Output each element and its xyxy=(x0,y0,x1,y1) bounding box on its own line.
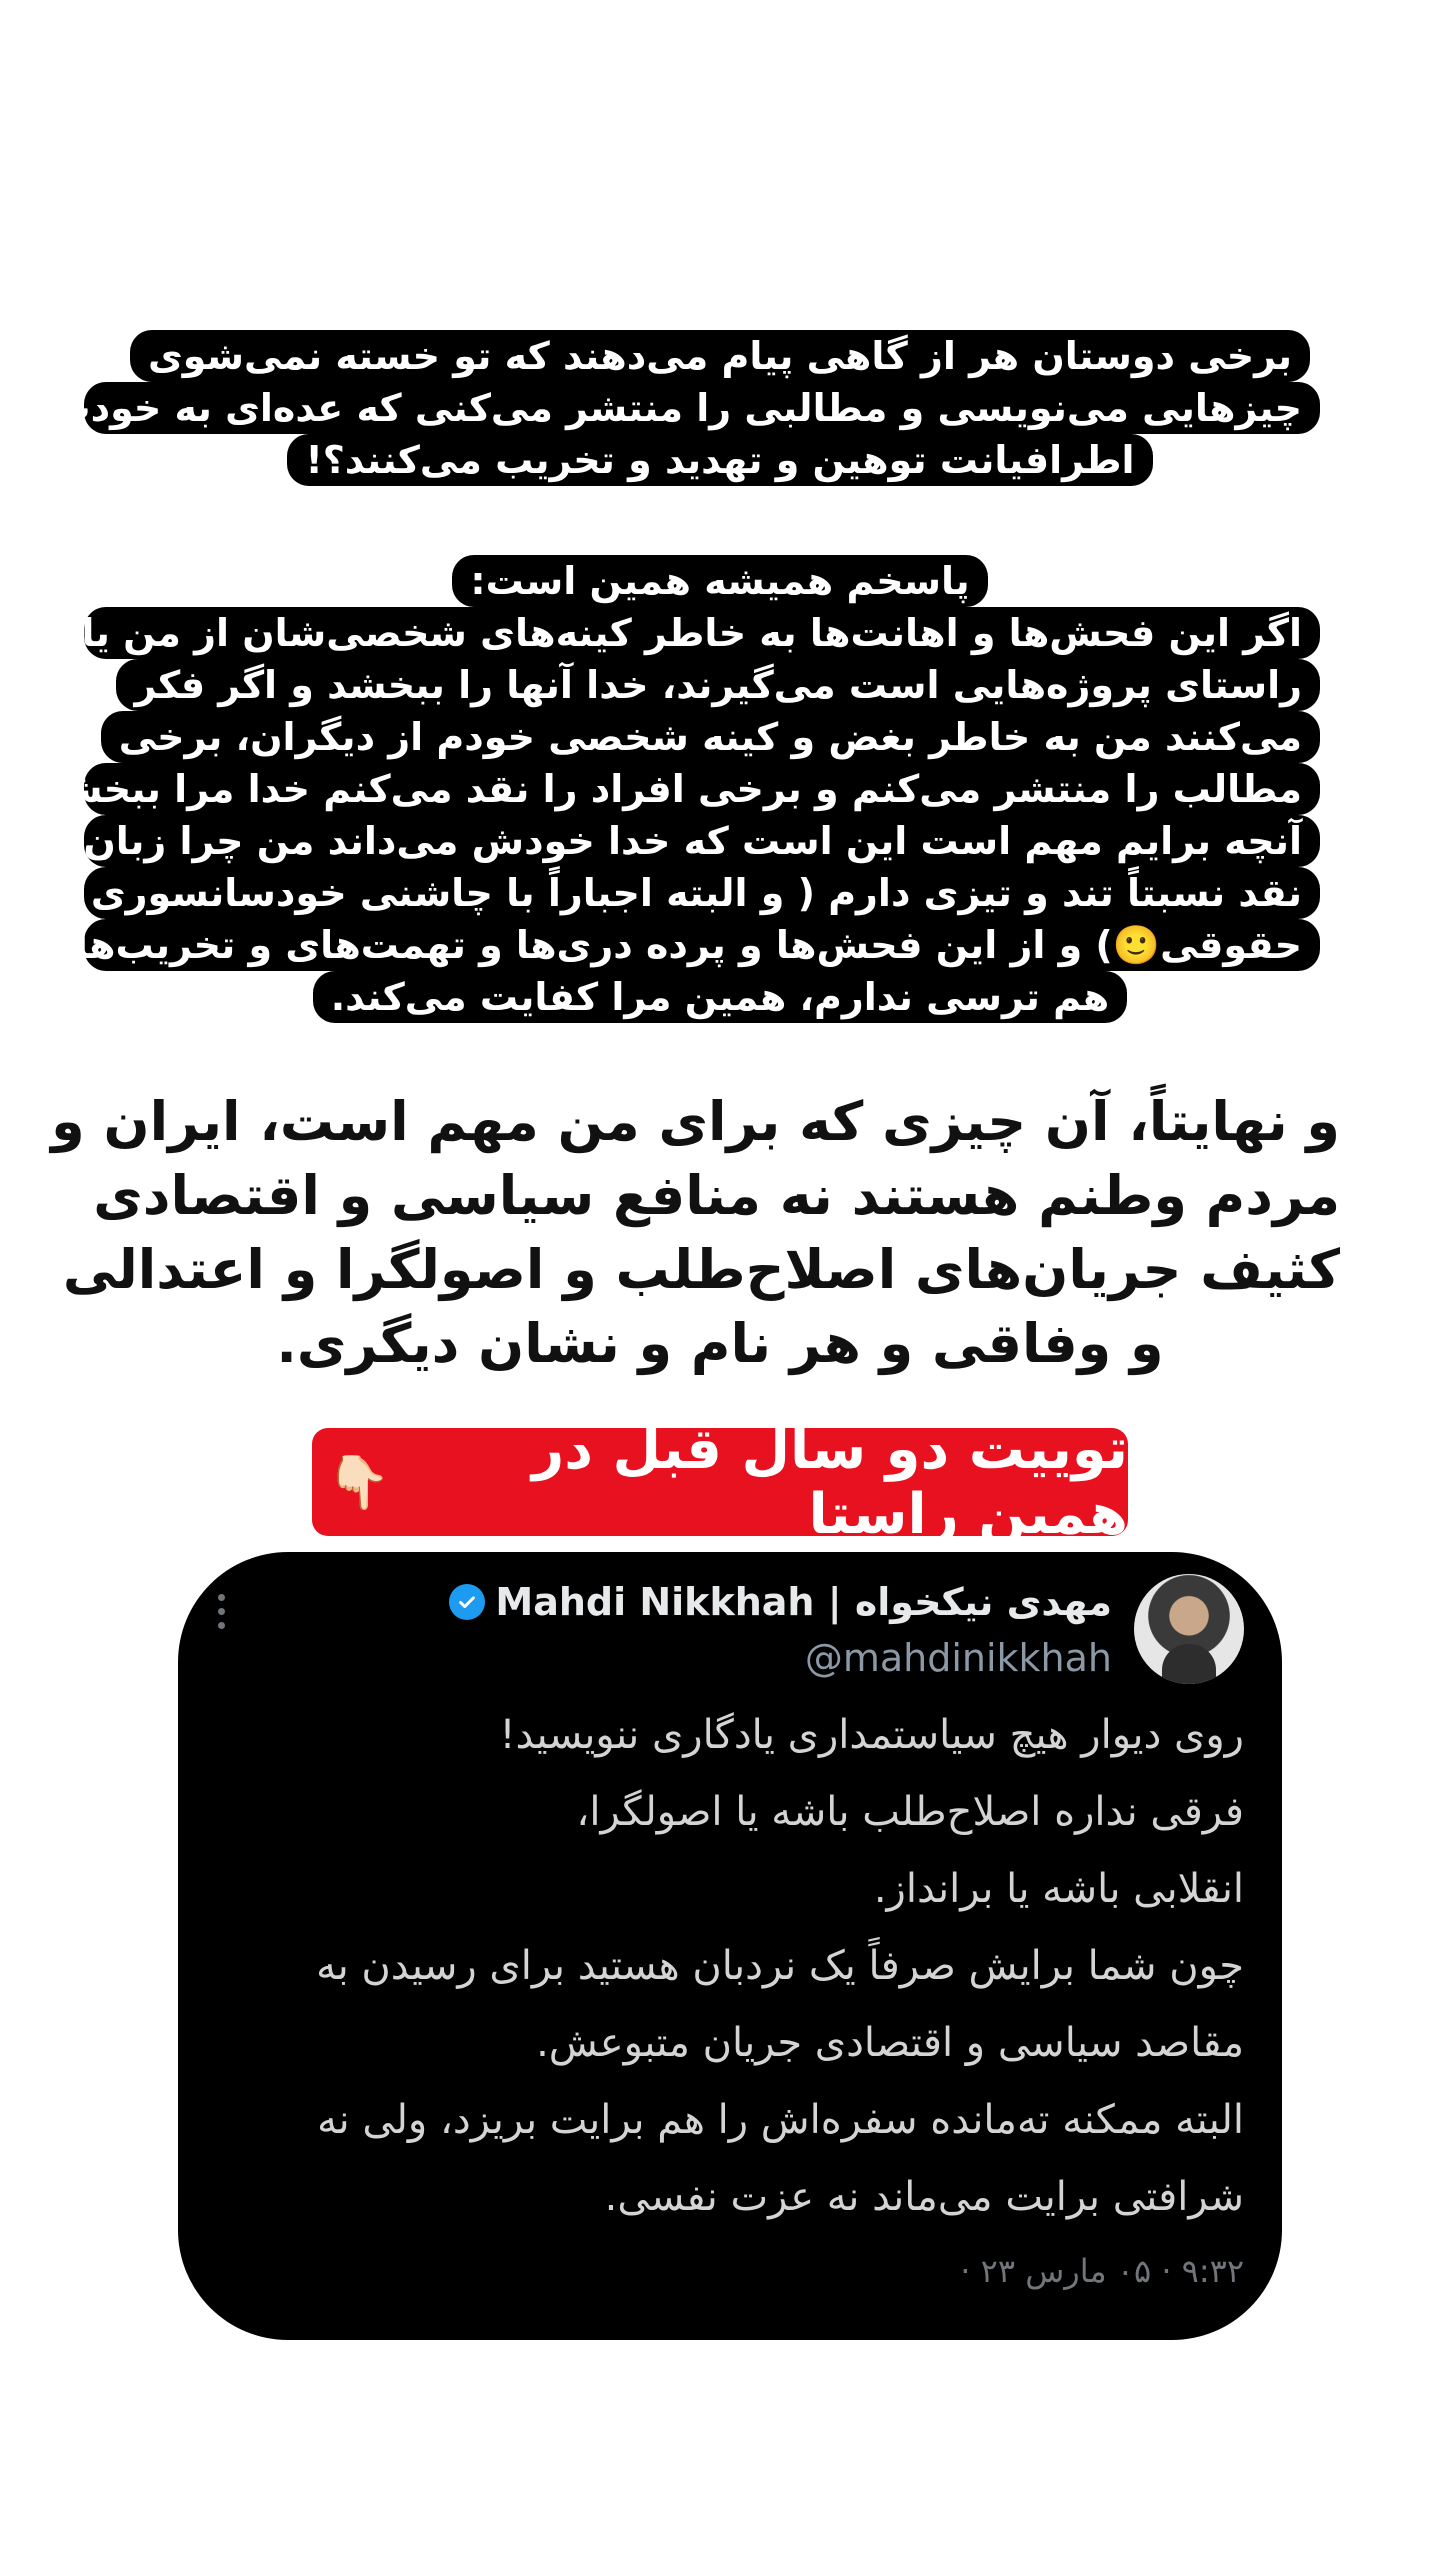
tweet-line: البته ممکنه ته‌مانده سفره‌اش را هم برایت بریزد، ولی نه xyxy=(317,2097,1244,2143)
caption-line: مطالب را منتشر می‌کنم و برخی افراد را نقد می‌کنم خدا مرا ببخشد. xyxy=(84,763,1320,815)
tweet-line: انقلابی باشه یا برانداز. xyxy=(873,1866,1244,1912)
caption-line: اطرافیانت توهین و تهدید و تخریب می‌کنند؟! xyxy=(287,434,1152,486)
tweet-body xyxy=(214,1697,1244,2236)
verified-badge-icon xyxy=(449,1584,485,1620)
caption-line: راستای پروژه‌هایی است می‌گیرند، خدا آنها را ببخشد و اگر فکر xyxy=(116,659,1320,711)
caption-question xyxy=(15,330,1320,486)
tweet-card[interactable] xyxy=(178,1552,1282,2340)
banner-text: توییت دو سال قبل در همین راستا xyxy=(531,1417,1128,1547)
pointing-down-icon: 👇🏻 xyxy=(326,1452,391,1513)
tweet-line: شرافتی برایت می‌ماند نه عزت نفسی. xyxy=(604,2174,1244,2220)
tweet-line: مقاصد سیاسی و اقتصادی جریان متبوعش. xyxy=(536,2020,1244,2066)
tweet-line: روی دیوار هیچ سیاستمداری یادگاری ننویسید! xyxy=(499,1712,1244,1758)
caption-line: چیزهایی می‌نویسی و مطالبی را منتشر می‌کنی که عده‌ای به خودت و xyxy=(84,382,1320,434)
tweet-reference-banner xyxy=(312,1417,1128,1547)
caption-answer xyxy=(26,555,1320,1023)
caption-line: می‌کنند من به خاطر بغض و کینه شخصی خودم از دیگران، برخی xyxy=(101,711,1320,763)
more-vertical-icon[interactable] xyxy=(218,1594,230,1629)
statement-line: و وفاقی و هر نام و نشان دیگری. xyxy=(276,1312,1164,1375)
caption-line: حقوقی🙂) و از این فحش‌ها و پرده دری‌ها و تهمت‌های و تخریب‌ها xyxy=(84,919,1320,971)
tweet-handle[interactable]: @mahdinikkhah xyxy=(804,1636,1112,1680)
caption-line: برخی دوستان هر از گاهی پیام می‌دهند که تو خسته نمی‌شوی xyxy=(130,330,1310,382)
tweet-author-name[interactable]: مهدی نیکخواه | Mahdi Nikkhah xyxy=(495,1580,1112,1624)
caption-line: نقد نسبتاً تند و تیزی دارم ( و البته اجباراً با چاشنی خودسانسوری xyxy=(84,867,1320,919)
caption-line: اگر این فحش‌ها و اهانت‌ها به خاطر کینه‌های شخصی‌شان از من یا در xyxy=(84,607,1320,659)
statement-line: و نهایتاً، آن چیزی که برای من مهم است، ایران و xyxy=(51,1090,1340,1153)
avatar[interactable] xyxy=(1134,1574,1244,1684)
statement-line: کثیف جریان‌های اصلاح‌طلب و اصولگرا و اعتدالی xyxy=(62,1238,1340,1301)
caption-line: هم ترسی ندارم، همین مرا کفایت می‌کند. xyxy=(313,971,1128,1023)
main-statement xyxy=(51,1085,1340,1381)
statement-line: مردم وطنم هستند نه منافع سیاسی و اقتصادی xyxy=(93,1164,1340,1227)
tweet-line: فرقی نداره اصلاح‌طلب باشه یا اصولگرا، xyxy=(576,1789,1244,1835)
caption-line: آنچه برایم مهم است این است که خدا خودش می‌داند من چرا زبان xyxy=(84,815,1320,867)
tweet-line: چون شما برایش صرفاً یک نردبان هستید برای رسیدن به xyxy=(316,1943,1244,1989)
tweet-timestamp[interactable]: ۹:۳۲ · ۰۵ مارس ۲۳ · xyxy=(960,2252,1244,2290)
caption-line: پاسخم همیشه همین است: xyxy=(452,555,987,607)
tweet-author-row[interactable] xyxy=(449,1580,1112,1624)
